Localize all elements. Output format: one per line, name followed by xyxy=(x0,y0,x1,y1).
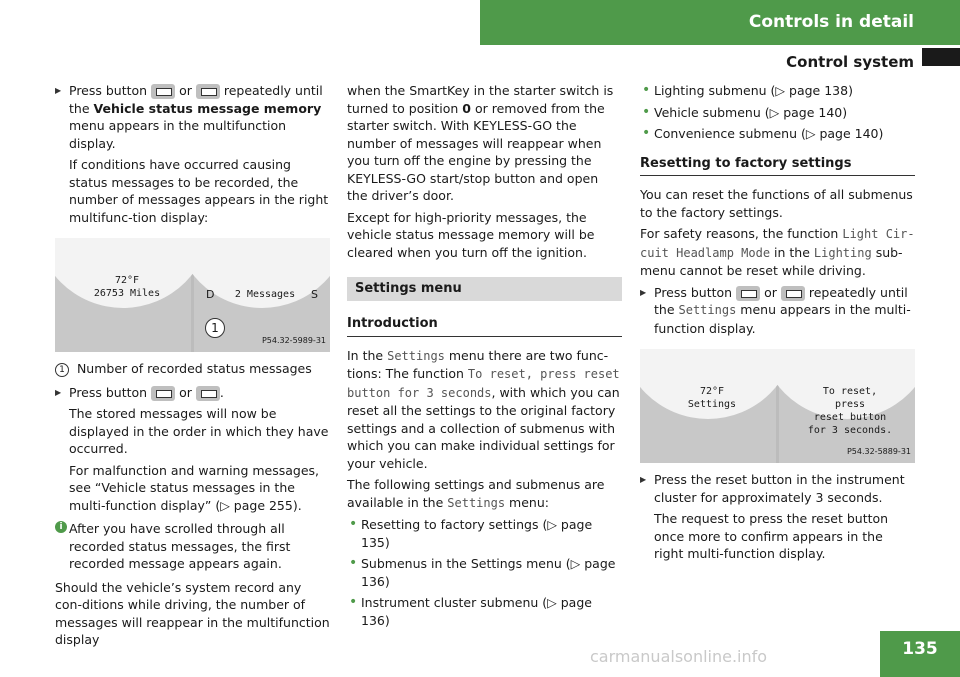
paragraph: Except for high-priority messages, the vehicle status message memory will be cleared when you turn off the ignition. xyxy=(347,209,595,260)
paragraph: For malfunction and warning messages, see “Vehicle status messages in the multi-function display” (▷ page 255). xyxy=(69,462,320,513)
step-press-reset: ▶ Press the reset button in the instrument cluster for approximately 3 seconds. xyxy=(640,471,915,506)
left-display: 72°F 26753 Miles xyxy=(55,238,191,352)
step-scroll-messages: ▶ Press button or . xyxy=(55,384,330,402)
paragraph: For safety reasons, the function Light Cir-cuit Headlamp Mode in the Lighting sub-menu cannot be reset while driving. xyxy=(640,226,915,278)
column-3 xyxy=(640,82,915,567)
paragraph: The request to press the reset button once more to confirm appears in the right multi-function display. xyxy=(654,511,889,561)
display-button-icon xyxy=(151,84,175,99)
step-open-message-memory: ▶ Press button or repeatedly until the Vehicle status message memory menu appears in the multifunction display. xyxy=(55,82,330,152)
figure-code: P54.32-5989-31 xyxy=(261,335,326,345)
left-display: 72°F Settings xyxy=(640,349,776,463)
display-button-icon xyxy=(781,286,805,301)
info-note: i After you have scrolled through all recorded status messages, the first recorded message appears again. xyxy=(55,520,330,573)
display-button-icon xyxy=(196,84,220,99)
list-item: • Submenus in the Settings menu (▷ page 136) xyxy=(347,555,622,590)
right-display: To reset, press reset button for 3 seconds. xyxy=(779,349,915,463)
watermark: carmanualsonline.info xyxy=(590,647,768,666)
page-number: 135 xyxy=(880,631,960,677)
info-icon: i xyxy=(55,521,67,533)
callout-1: 1 xyxy=(205,318,225,338)
arrow-down-button-icon xyxy=(151,386,175,401)
list-item: • Convenience submenu (▷ page 140) xyxy=(640,125,915,143)
paragraph: In the Settings menu there are two func-tions: The function To reset, press reset button for 3 seconds, with which you can reset all the settings to the original factory settings and a collection of submenus with which you can make individual settings for your vehicle. xyxy=(347,347,620,471)
right-display: 2 Messages D S xyxy=(194,238,330,352)
list-item: • Vehicle submenu (▷ page 140) xyxy=(640,104,915,122)
figure-caption: 1 Number of recorded status messages xyxy=(55,360,330,378)
paragraph: when the SmartKey in the starter switch is turned to position 0 or removed from the starter switch. With KEYLESS-GO the number of messages will reappear when you turn off the engine by pressing the KEYLESS-GO start/stop button and open the driver’s door. xyxy=(347,83,614,203)
column-2 xyxy=(347,82,622,633)
section-title: Control system xyxy=(786,53,914,71)
paragraph: Should the vehicle’s system record any con-ditions while driving, the number of messages will reappear in the multifunction display xyxy=(55,579,330,647)
column-1 xyxy=(55,82,330,653)
list-item: • Resetting to factory settings (▷ page 135) xyxy=(347,516,622,551)
arrow-up-button-icon xyxy=(196,386,220,401)
list-item: • Instrument cluster submenu (▷ page 136) xyxy=(347,594,622,629)
reset-heading: Resetting to factory settings xyxy=(640,155,915,177)
paragraph: The stored messages will now be displayed in the order in which they have occurred. xyxy=(69,406,329,456)
step-open-settings: ▶ Press button or repeatedly until the Settings menu appears in the multi-function display. xyxy=(640,284,915,338)
figure-code: P54.32-5889-31 xyxy=(846,446,911,456)
corner-block xyxy=(922,48,960,66)
paragraph: If conditions have occurred causing status messages to be recorded, the number of messages appears in the right multifunc-tion display: xyxy=(69,157,329,225)
cluster-figure-messages xyxy=(55,238,330,352)
list-item: • Lighting submenu (▷ page 138) xyxy=(640,82,915,100)
chapter-header: Controls in detail xyxy=(480,0,960,45)
display-button-icon xyxy=(736,286,760,301)
cluster-figure-settings xyxy=(640,349,915,463)
settings-menu-banner: Settings menu xyxy=(347,277,622,301)
introduction-heading: Introduction xyxy=(347,315,622,337)
paragraph: You can reset the functions of all submenus to the factory settings. xyxy=(640,187,913,220)
paragraph: The following settings and submenus are available in the Settings menu: xyxy=(347,477,605,510)
